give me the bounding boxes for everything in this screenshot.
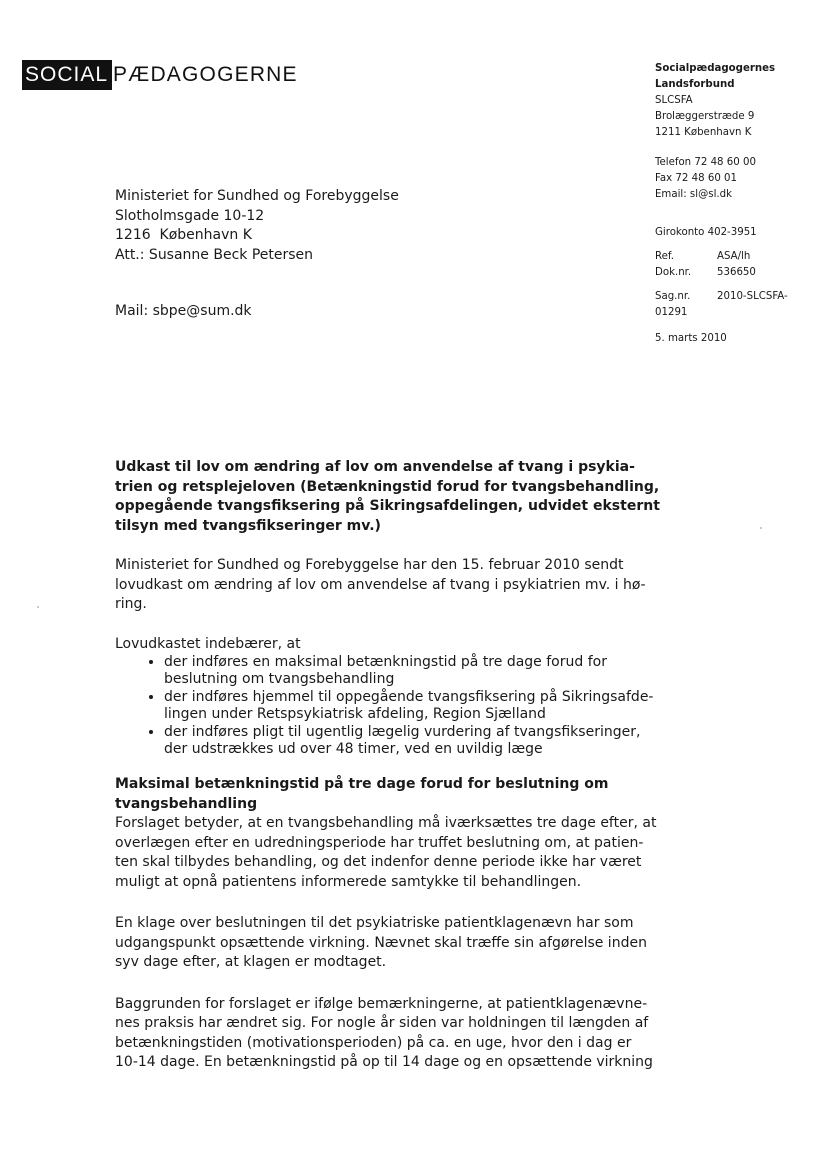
paragraph-1 <box>115 556 660 615</box>
paragraph-3: En klage over beslutningen til det psykiatriske patientklagenævn har som udgangspunkt opsættende virkning. Nævnet skal træffe sin afgørelse inden syv dage efter, at klagen er modtaget. <box>115 915 647 970</box>
letter-title <box>115 458 660 536</box>
sag-value: 2010-SLCSFA- <box>717 291 788 302</box>
sag-continued: 01291 <box>655 307 688 318</box>
heading-line: tvangsbehandling <box>115 795 258 812</box>
list-item: • der indføres hjemmel til oppegående tvangsfiksering på Sikringsafde- lingen under Retspsykiatrisk afdeling, Region Sjælland <box>164 689 660 724</box>
sender-street: Brolæggerstræde 9 <box>655 111 755 122</box>
scan-speck <box>760 527 762 529</box>
sender-city: 1211 København K <box>655 127 752 138</box>
sender-block <box>655 61 820 347</box>
text-line: Ministeriet for Sundhed og Forebyggelse har den 15. februar 2010 sendt <box>115 557 624 573</box>
title-line: tilsyn med tvangsfikseringer mv.) <box>115 517 381 534</box>
dok-value: 536650 <box>717 267 756 278</box>
dok-row <box>655 265 820 281</box>
sender-name-2: Landsforbund <box>655 79 735 90</box>
ref-label: Ref. <box>655 251 674 262</box>
dok-label: Dok.nr. <box>655 267 692 278</box>
sender-fax: Fax 72 48 60 01 <box>655 173 738 184</box>
bullet-list <box>115 654 660 759</box>
logo <box>22 60 298 90</box>
list-item: • der indføres pligt til ugentlig lægelig vurdering af tvangsfikseringer, der udstrækkes ud over 48 timer, ved en uvildig læge <box>164 724 660 759</box>
recipient-line-4: Att.: Susanne Beck Petersen <box>115 246 314 263</box>
logo-paedagogerne: PÆDAGOGERNE <box>113 63 298 86</box>
sender-phone: Telefon 72 48 60 00 <box>655 157 756 168</box>
paragraph-4: Baggrunden for forslaget er ifølge bemærkningerne, at patientklagenævne- nes praksis har ændret sig. For nogle år siden var holdningen til længden af betænkningstiden (motivationsperioden) på ca. en uge, hvor den i dag er 10-14 dage. En betænkningstid på op til 14 dage og en opsættende virkning <box>115 995 653 1070</box>
list-intro: Lovudkastet indebærer, at <box>115 635 301 652</box>
paragraph-2: Forslaget betyder, at en tvangsbehandling må iværksættes tre dage efter, at overlægen efter en udredningsperiode har truffet beslutning om, at patien- ten skal tilbydes behandling, og det indenfor denne periode ikke har været muligt at opnå patientens informerede samtykke til behandlingen. <box>115 815 657 890</box>
recipient-block <box>115 187 399 265</box>
sender-giro: Girokonto 402-3951 <box>655 227 757 238</box>
recipient-line-1: Ministeriet for Sundhed og Forebyggelse <box>115 188 399 204</box>
title-line: oppegående tvangsfiksering på Sikringsafdelingen, udvidet eksternt <box>115 498 660 514</box>
letter-body <box>115 458 660 1073</box>
recipient-line-2: Slotholmsgade 10-12 <box>115 207 265 224</box>
text-line: ring. <box>115 596 147 612</box>
sag-row <box>655 289 820 305</box>
recipient-mail: Mail: sbpe@sum.dk <box>115 303 252 319</box>
sag-label: Sag.nr. <box>655 291 691 302</box>
ref-row <box>655 249 820 265</box>
list-item: • der indføres en maksimal betænkningstid på tre dage forud for beslutning om tvangsbehandling <box>164 654 660 689</box>
heading-line: Maksimal betænkningstid på tre dage forud for beslutning om <box>115 776 609 792</box>
text-line: lovudkast om ændring af lov om anvendelse af tvang i psykiatrien mv. i hø- <box>115 576 646 593</box>
scan-speck <box>37 606 39 608</box>
sender-abbr: SLCSFA <box>655 95 693 106</box>
sender-email: Email: sl@sl.dk <box>655 189 733 200</box>
ref-value: ASA/lh <box>717 251 751 262</box>
logo-social: SOCIAL <box>22 60 112 90</box>
title-line: Udkast til lov om ændring af lov om anvendelse af tvang i psykia- <box>115 459 635 475</box>
recipient-line-3: 1216 København K <box>115 227 252 243</box>
section-heading <box>115 775 660 814</box>
letter-date: 5. marts 2010 <box>655 333 727 344</box>
title-line: trien og retsplejeloven (Betænkningstid forud for tvangsbehandling, <box>115 478 660 495</box>
sender-name-1: Socialpædagogernes <box>655 63 776 74</box>
